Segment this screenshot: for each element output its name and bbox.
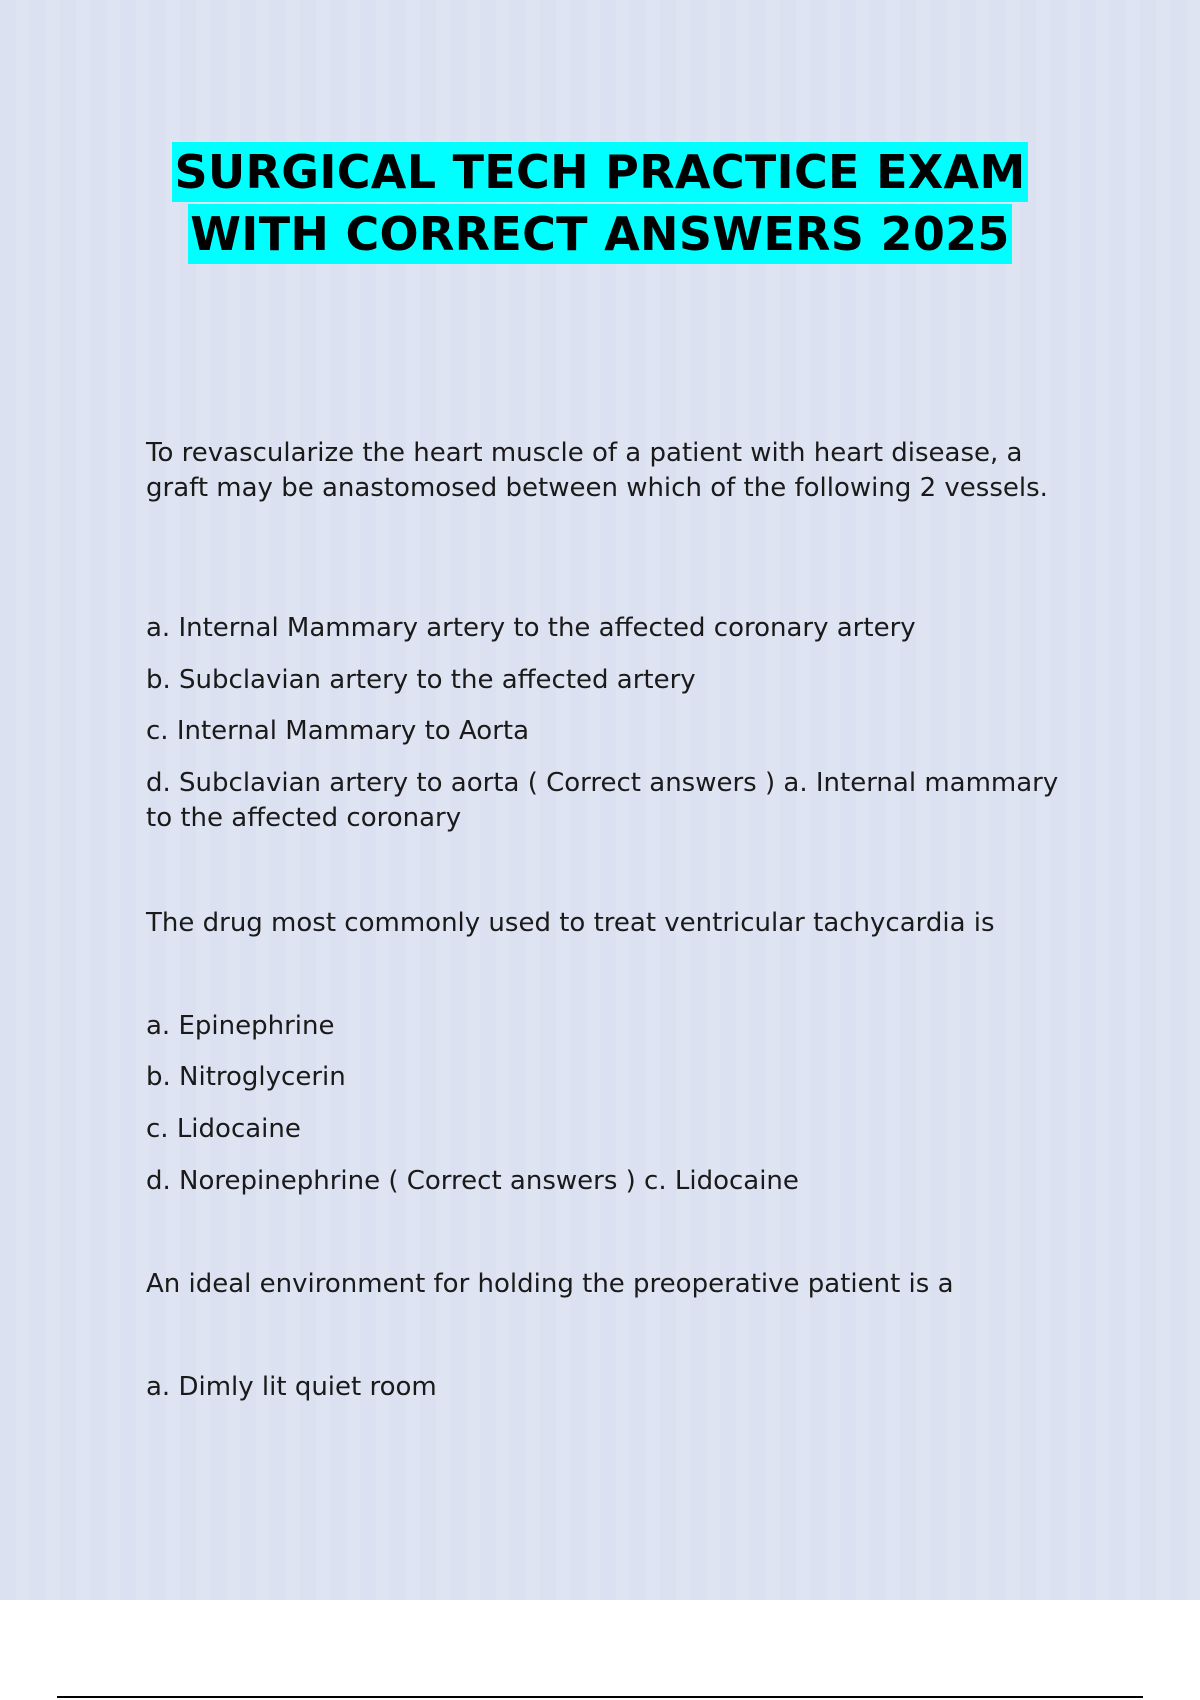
- question-1-option-a: a. Internal Mammary artery to the affected coronary artery: [146, 613, 916, 643]
- title-line-2: WITH CORRECT ANSWERS 2025: [188, 204, 1012, 264]
- question-1-option-b: b. Subclavian artery to the affected artery: [146, 665, 696, 695]
- question-2-option-b: b. Nitroglycerin: [146, 1062, 346, 1092]
- question-3-text: An ideal environment for holding the preoperative patient is a: [146, 1269, 954, 1299]
- question-2-option-a: a. Epinephrine: [146, 1011, 335, 1041]
- question-2-option-d: d. Norepinephrine ( Correct answers ) c. Lidocaine: [146, 1166, 799, 1196]
- question-1-option-d: d. Subclavian artery to aorta ( Correct answers ) a. Internal mammary to the affected coronary: [146, 768, 1059, 833]
- question-3-option-a: a. Dimly lit quiet room: [146, 1372, 437, 1402]
- footer-divider: [57, 1696, 1143, 1698]
- question-1-option-c: c. Internal Mammary to Aorta: [146, 716, 530, 746]
- title-line-1: SURGICAL TECH PRACTICE EXAM: [172, 142, 1027, 202]
- question-2-text: The drug most commonly used to treat ventricular tachycardia is: [146, 908, 995, 938]
- question-1-text: To revascularize the heart muscle of a patient with heart disease, a graft may be anastomosed between which of the following 2 vessels.: [146, 438, 1048, 503]
- document-title: [0, 142, 1200, 266]
- question-2-option-c: c. Lidocaine: [146, 1114, 301, 1144]
